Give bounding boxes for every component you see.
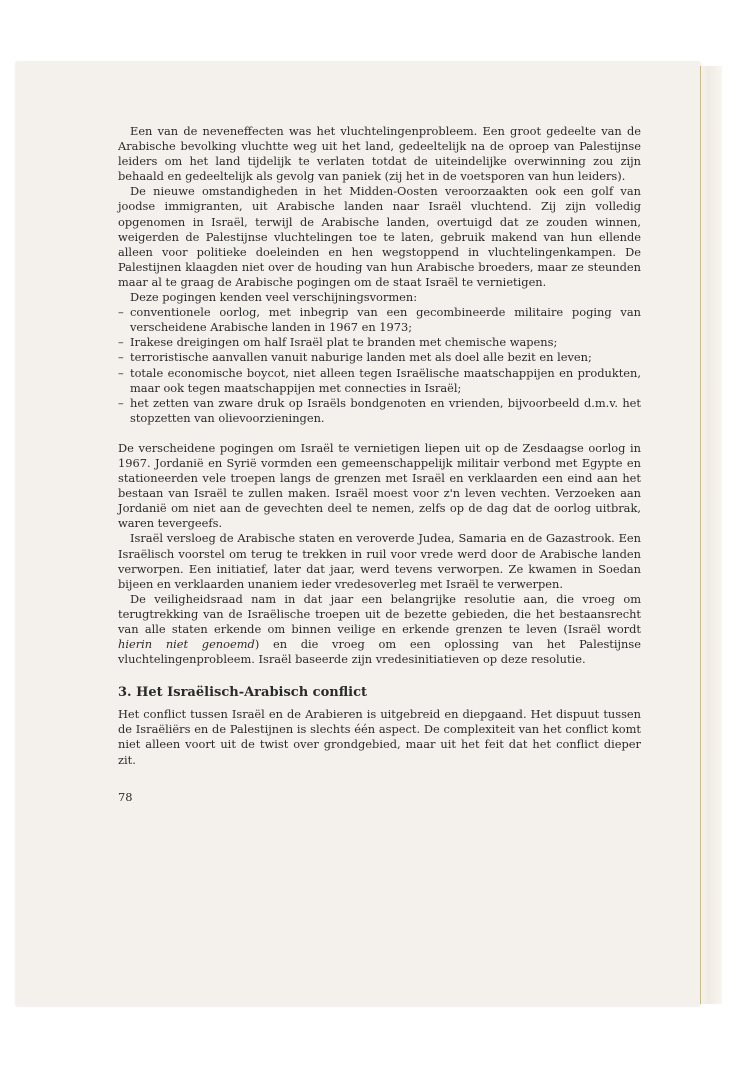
section-heading: 3. Het Israëlisch-Arabisch conflict [118,685,368,701]
paragraph-1: Een van de neveneffecten was het vluchtelingenprobleem. Een groot gedeelte van de Arabische bevolking vluchtte weg uit het land, gedeeltelijk na de oproep van Palestijnse leiders om het land tijdelijk te verlaten totdat de uiteindelijke overwinning zou zijn behaald en gedeeltelijk als gevolg van paniek (zij het in de voetsporen van hun leiders). [118,124,641,184]
page-edge [700,66,722,1004]
paragraph-4: De verscheidene pogingen om Israël te vernietigen liepen uit op de Zesdaagse oorlog in 1967. Jordanië en Syrië vormden een gemeenschappelijk militair verbond met Egypte en stationeerden vele troepen langs de grenzen met Israël en verklaarden een eind aan het bestaan van Israël te zullen maken. Israël moest voor z'n leven vechten. Verzoeken aan Jordanië om niet aan de gevechten deel te nemen, zelfs op de dag dat de oorlog uitbrak, waren tevergeefs. [118,440,641,531]
body-text [118,124,641,805]
paragraph-6 [118,592,641,667]
list-item: – het zetten van zware druk op Israëls bondgenoten en vrienden, bijvoorbeeld d.m.v. het stopzetten van olievoorzieningen. [118,396,641,426]
binding-edge-line [700,66,701,1004]
paragraph-3: Deze pogingen kenden veel verschijningsvormen: [130,290,418,305]
list-item: – terroristische aanvallen vanuit naburige landen met als doel alle bezit en leven; [118,350,641,365]
paragraph-gap [118,426,641,441]
paragraph-6-part-b: ) en die vroeg om een oplossing van het Palestijnse vluchtelingenprobleem. Israël baseerde zijn vredesinitiatieven op deze resolutie. [118,637,641,667]
paragraph-6-emphasis: hierin niet genoemd [118,637,255,652]
paragraph-5: Israël versloeg de Arabische staten en veroverde Judea, Samaria en de Gazastrook. Een Israëlisch voorstel om terug te trekken in ruil voor vrede werd door de Arabische landen verworpen. Een initiatief, later dat jaar, werd tevens verworpen. Ze kwamen in Soedan bijeen en verklaarden unaniem ieder vredesoverleg met Israël te verwerpen. [118,531,641,591]
list-item: – Irakese dreigingen om half Israël plat te branden met chemische wapens; [118,335,641,350]
list-item: – conventionele oorlog, met inbegrip van een gecombineerde militaire poging van verscheidene Arabische landen in 1967 en 1973; [118,305,641,335]
paragraph-2: De nieuwe omstandigheden in het Midden-Oosten veroorzaakten ook een golf van joodse immigranten, uit Arabische landen naar Israël vluchtend. Zij zijn volledig opgenomen in Israël, terwijl de Arabische landen, overtuigd dat ze zouden winnen, weigerden de Palestijnse vluchtelingen toe te laten, gebruik makend van hun ellende alleen voor politieke doeleinden en hen wegstoppend in vluchtelingenkampen. De Palestijnen klaagden niet over de houding van hun Arabische broeders, maar ze steunden maar al te graag de Arabische pogingen om de staat Israël te vernietigen. [118,184,641,289]
dash-list [118,305,641,426]
paragraph-6-part-a: De veiligheidsraad nam in dat jaar een belangrijke resolutie aan, die vroeg om terugtrekking van de Israëlische troepen uit de bezette gebieden, die het bestaansrecht van alle staten erkende om binnen veilige en erkende grenzen te leven (Israël wordt [118,591,641,636]
list-item: – totale economische boycot, niet alleen tegen Israëlische maatschappijen en produkten, maar ook tegen maatschappijen met connecties in Israël; [118,366,641,396]
page-number: 78 [118,789,133,804]
paragraph-7: Het conflict tussen Israël en de Arabieren is uitgebreid en diepgaand. Het dispuut tussen de Israëliërs en de Palestijnen is slechts één aspect. De complexiteit van het conflict komt niet alleen voort uit de twist over grondgebied, maar uit het feit dat het conflict dieper zit. [118,707,641,767]
